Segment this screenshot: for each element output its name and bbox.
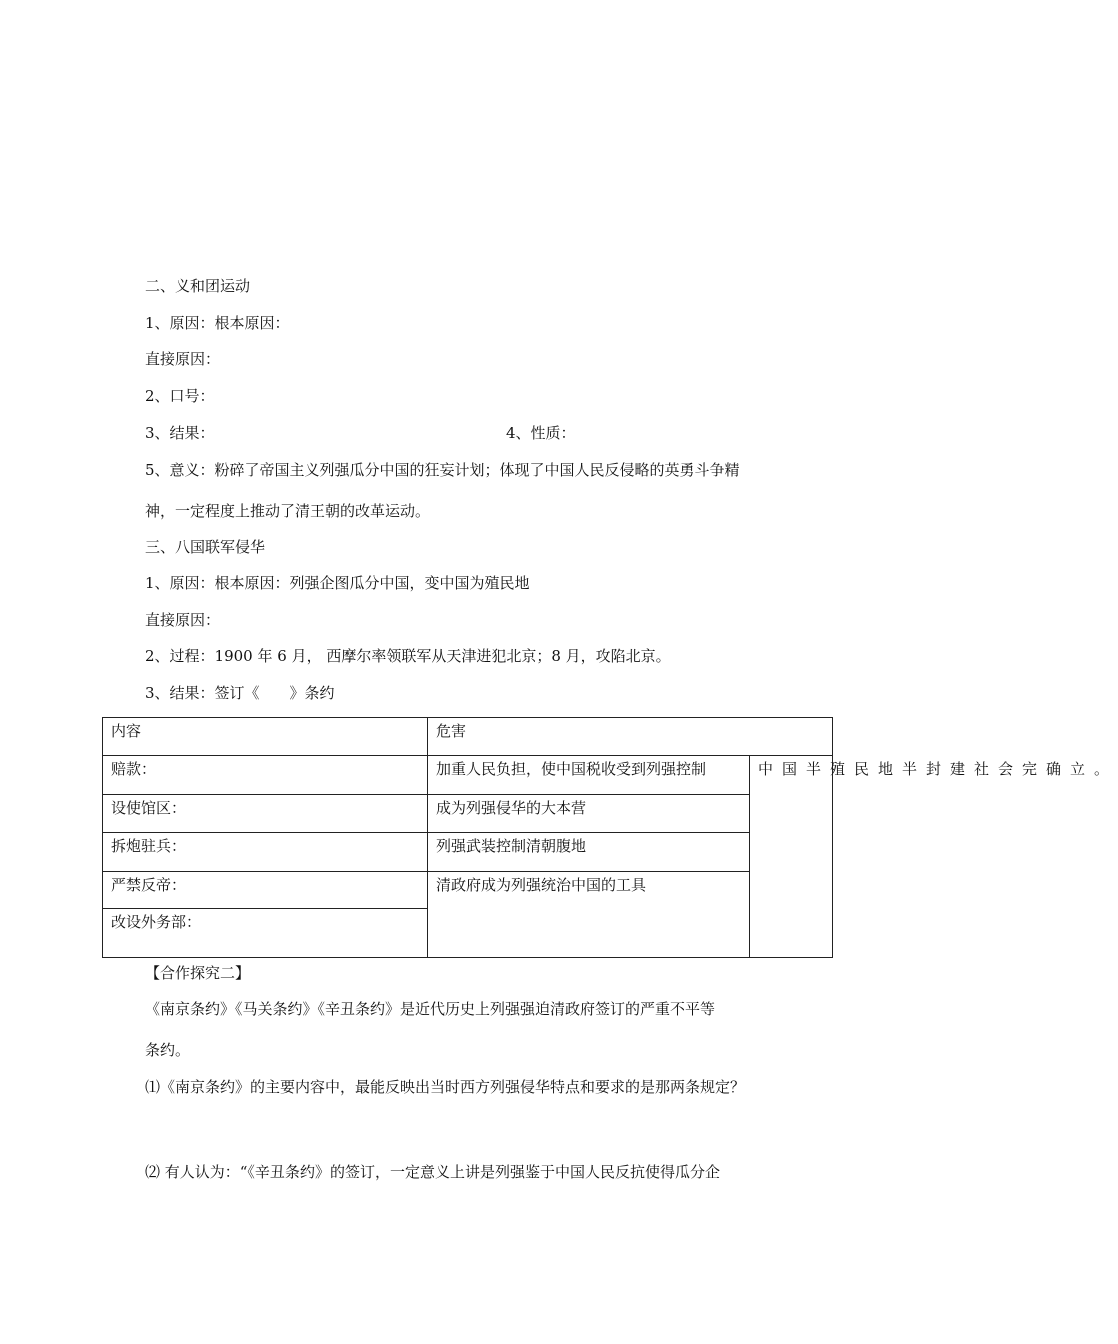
cooperation-intro-line-1: 《南京条约》《马关条约》《辛丑条约》是近代历史上列强强迫清政府签订的严重不平等 [145,1000,716,1018]
question-1: ⑴《南京条约》的主要内容中，最能反映出当时西方列强侵华特点和要求的是那两条规定？ [145,1078,746,1096]
side-note-cell: 中国半殖民地半封建社会完确立。 [750,756,833,958]
content-cell: 拆炮驻兵： [103,833,428,872]
content-cell: 严禁反帝： [103,872,428,909]
table-row [103,756,833,795]
boxer-result-nature-line [145,423,576,443]
question-2: ⑵ 有人认为：“《辛丑条约》的签订，一定意义上讲是列强鉴于中国人民反抗使得瓜分企 [145,1163,720,1181]
content-cell: 赔款： [103,756,428,795]
boxer-slogan-line: 2、口号： [145,387,215,405]
section2-heading: 二、义和团运动 [145,277,251,295]
harm-cell: 列强武装控制清朝腹地 [428,833,750,872]
table-row [103,795,833,833]
boxer-meaning-line-1: 5、意义：粉碎了帝国主义列强瓜分中国的狂妄计划；体现了中国人民反侵略的英勇斗争精 [145,461,740,479]
table-header-row [103,718,833,756]
table-row [103,833,833,872]
table-row [103,872,833,909]
invasion-cause-line: 1、原因：根本原因：列强企图瓜分中国，变中国为殖民地 [145,574,530,592]
invasion-result-line: 3、结果：签订《 》条约 [145,684,335,702]
boxer-nature-label: 4、性质： [506,424,576,442]
boxer-cause-line: 1、原因：根本原因： [145,314,290,332]
cooperation-intro-line-2: 条约。 [145,1041,191,1059]
harm-cell: 清政府成为列强统治中国的工具 [428,872,750,958]
invasion-direct-cause-line: 直接原因： [145,611,221,629]
cooperation-heading: 【合作探究二】 [145,964,251,982]
header-content-cell: 内容 [103,718,428,756]
content-cell: 设使馆区： [103,795,428,833]
boxer-result-label: 3、结果： [145,424,215,442]
treaty-table [102,717,1118,958]
content-cell: 改设外务部： [103,909,428,958]
harm-cell: 加重人民负担，使中国税收受到列强控制 [428,756,750,795]
header-harm-cell: 危害 [428,718,833,756]
boxer-direct-cause-line: 直接原因： [145,350,221,368]
section3-heading: 三、八国联军侵华 [145,538,266,556]
harm-cell: 成为列强侵华的大本营 [428,795,750,833]
invasion-process-line: 2、过程：1900 年 6 月， 西摩尔率领联军从天津进犯北京；8 月，攻陷北京。 [145,647,671,665]
boxer-meaning-line-2: 神，一定程度上推动了清王朝的改革运动。 [145,502,431,520]
